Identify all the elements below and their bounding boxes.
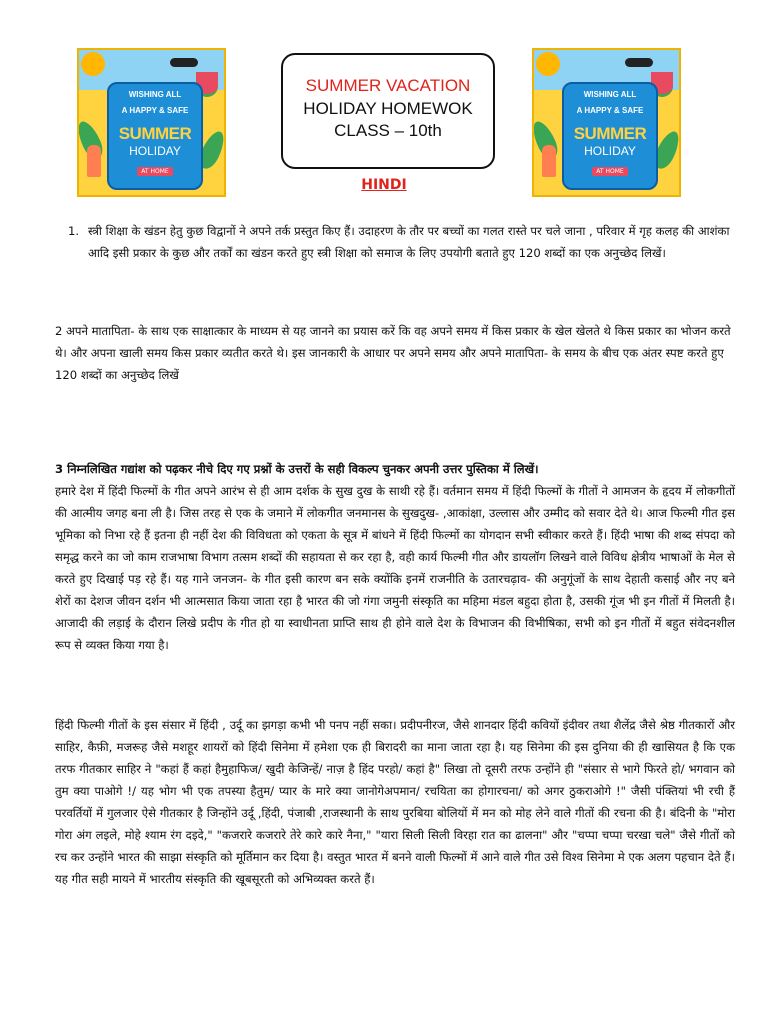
question-1 xyxy=(68,220,738,264)
question-3-instruction: 3 निम्नलिखित गद्यांश को पढ़कर नीचे दिए गए प्रश्नों के उत्तरों के सही विकल्प चुनकर अपनी उत्तर पुस्तिका में लिखें। xyxy=(55,462,539,476)
banner-holiday: HOLIDAY xyxy=(129,144,181,158)
banner-wish-line1: WISHING ALL xyxy=(583,90,637,99)
sunglasses-icon xyxy=(625,58,653,67)
title-summer-vacation: SUMMER VACATION xyxy=(305,76,471,95)
title-holiday-homework: HOLIDAY HOMEWOK xyxy=(303,99,473,118)
passage-paragraph-1: हमारे देश में हिंदी फिल्मों के गीत अपने आरंभ से ही आम दर्शक के सुख दुख के साथी रहे हैं। वर्तमान समय में हिंदी फिल्मों के गीतों ने आमजन के हृदय में लोकगीतों की आत्मीय जगह बना ली है। जिस तरह से एक के जमाने में लोकगीत जनमानस के सुखदुख- ,आकांक्षा, उल्लास और उम्मीद को सवार देते थे। आज फिल्मी गीत इस भूमिका को निभा रहे हैं इतना ही नहीं देश की विविधता को एकता के सूत्र में बांधने में हिंदी फिल्मों का योगदान सभी स्वीकार करते हैं। हिंदी भाषा की शब्द संपदा को समृद्ध करने का जो काम राजभाषा विभाग तत्सम शब्दों की सहायता से कर रहा है, वही कार्य फिल्मी गीत और डायलॉग लिखने वाले विविध क्षेत्रीय भाषाओं के मेल से करते हुए दिखाई पड़ रहे हैं। यह गाने जनजन- के गीत इसी कारण बन सके क्योंकि इनमें राजनीति के उतारचढ़ाव- की अनुगूंजों के साथ देहाती कसाई और नए बने शेरों का देशज जीवन दर्शन भी आत्मसात किया जाता रहा है भारत की जो गंगा जमुनी संस्कृति का महिमा मंडल बहुदा होता है, उसकी गूंज भी इन गीतों में मिलती है। आजादी की लड़ाई के दौरान लिखे प्रदीप के गीत हो या स्वाधीनता प्राप्ति साथ ही होने वाले देश के विभाजन की विभीषिका, सभी को इन गीतों में बहुत संवेदनशील रूप से व्यक्त किया गया है। xyxy=(55,484,735,652)
sunglasses-icon xyxy=(170,58,198,67)
popsicle-icon xyxy=(542,145,556,177)
banner-card xyxy=(562,82,658,190)
summer-holiday-banner-left xyxy=(77,48,226,197)
banner-holiday: HOLIDAY xyxy=(584,144,636,158)
banner-summer: SUMMER xyxy=(118,124,192,143)
banner-at-home: AT HOME xyxy=(137,167,172,176)
banner-at-home: AT HOME xyxy=(592,167,627,176)
question-3 xyxy=(55,458,735,656)
popsicle-icon xyxy=(87,145,101,177)
sun-icon xyxy=(536,52,560,76)
banner-wish-line2: A HAPPY & SAFE xyxy=(576,106,644,115)
question-1-text: स्त्री शिक्षा के खंडन हेतु कुछ विद्वानों ने अपने तर्क प्रस्तुत किए हैं। उदाहरण के तौर पर बच्चों का गलत रास्ते पर चले जाना , परिवार में गृह कलह की आशंका आदि इसी प्रकार के कुछ और तर्कों का खंडन करते हुए स्त्री शिक्षा को समाज के लिए उपयोगी बताते हुए 120 शब्दों का एक अनुच्छेद लिखें। xyxy=(88,224,730,260)
banner-wish-line1: WISHING ALL xyxy=(128,90,182,99)
subject-heading: HINDI xyxy=(361,177,407,193)
banner-wish-line2: A HAPPY & SAFE xyxy=(121,106,189,115)
passage-paragraph-2: हिंदी फिल्मी गीतों के इस संसार में हिंदी , उर्दू का झगड़ा कभी भी पनप नहीं सका। प्रदीपनीरज, जैसे शानदार हिंदी कवियों इंदीवर तथा शैलेंद्र जैसे श्रेष्ठ गीतकारों और साहिर, कैफ़ी, मजरूह जैसे मशहूर शायरों को हिंदी सिनेमा में हमेशा एक ही बिरादरी का माना जाता रहा है। यह सिनेमा की इस दुनिया की ही खासियत है कि एक तरफ गीतकार साहिर ने "कहां हैं कहां हैमुहाफिज/ खुदी केजिन्हें/ नाज़ है हिंद परहो/ कहां है" लिखा तो दूसरी तरफ उन्होंने ही "संसार से भागे फिरते हो/ भगवान को तुम क्या पाओगे !/ यह भोग भी एक तपस्या हैतुम/ प्यार के मारे क्या जानोगेअपमान/ रचयिता का होगारचना/ को अगर ठुकराओगे !" जैसी पंक्तियां भी रची हैं परवर्तियों में गुलजार ऐसे गीतकार है जिन्होंने उर्दू ,हिंदी, पंजाबी ,राजस्थानी के साथ पुरबिया बोलियों में मन को मोह लेने वाले गीतों की रचना की है। बंदिनी के "मोरा गोरा अंग लइले, मोहे श्याम रंग दइदे," "कजरारे कजरारे तेरे कारे कारे नैना," "यारा सिली सिली विरहा रात का ढालना" और "चप्पा चप्पा चरखा चले" जैसे गीतों को रच कर उन्होंने भारत की साझा संस्कृति को मूर्तिमान कर दिया है। वस्तुत भारत में बनने वाली फिल्मों में आने वाले गीत उसे विश्व सिनेमा मे एक अलग पहचान देते हैं।यह गीत सही मायने में भारतीय संस्कृति की खूबसूरती को अभिव्यक्त करते हैं। xyxy=(55,718,735,886)
sun-icon xyxy=(81,52,105,76)
title-box xyxy=(281,53,495,169)
title-class: CLASS – 10th xyxy=(334,121,442,140)
banner-summer: SUMMER xyxy=(573,124,647,143)
summer-holiday-banner-right xyxy=(532,48,681,197)
question-2: 2 अपने मातापिता- के साथ एक साक्षात्कार के माध्यम से यह जानने का प्रयास करें कि वह अपने समय में किस प्रकार के खेल खेलते थे किस प्रकार का भोजन करते थे। और अपना खाली समय किस प्रकार व्यतीत करते थे। इस जानकारी के आधार पर अपने समय और अपने मातापिता- के समय के बीच एक अंतर स्पष्ट करते हुए 120 शब्दों का अनुच्छेद लिखें xyxy=(55,324,731,382)
question-1-number: 1. xyxy=(68,224,80,238)
banner-card xyxy=(107,82,203,190)
